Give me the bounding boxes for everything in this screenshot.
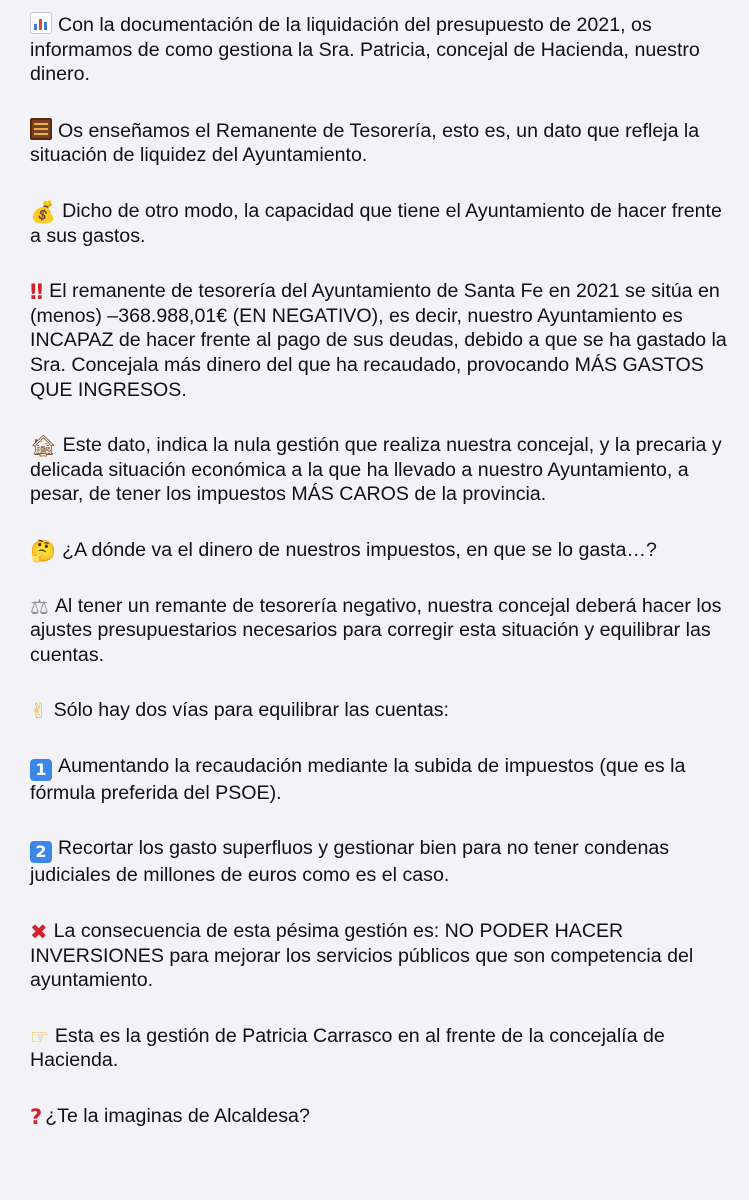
paragraph-remanente xyxy=(30,118,735,168)
derelict-house-icon: 🏚 xyxy=(30,434,57,459)
paragraph-text: ¿Te la imaginas de Alcaldesa? xyxy=(45,1105,310,1128)
paragraph-text: Aumentando la recaudación mediante la subida de impuestos (que es la fórmula preferida del PSOE). xyxy=(30,754,686,804)
paragraph-text: Al tener un remante de tesorería negativo, nuestra concejal deberá hacer los ajustes presupuestarios necesarios para corregir esta situación y equilibrar las cuentas. xyxy=(30,594,722,666)
paragraph-ajustes xyxy=(30,594,735,668)
paragraph-text: Con la documentación de la liquidación del presupuesto de 2021, os informamos de como gestiona la Sra. Patricia, concejal de Hacienda, nuestro dinero. xyxy=(30,14,700,86)
paragraph-text: Recortar los gasto superfluos y gestionar bien para no tener condenas judiciales de millones de euros como es el caso. xyxy=(30,837,670,887)
bar-chart-icon xyxy=(30,12,52,34)
paragraph-pregunta xyxy=(30,538,735,563)
paragraph-text: La consecuencia de esta pésima gestión es: NO PODER HACER INVERSIONES para mejorar los servicios públicos que son competencia del ayuntamiento. xyxy=(30,920,694,992)
paragraph-text: El remanente de tesorería del Ayuntamiento de Santa Fe en 2021 se sitúa en (menos) –368.988,01€ (EN NEGATIVO), es decir, nuestro Ayuntamiento es INCAPAZ de hacer frente al pago de sus deudas, debido a que se ha gastado la Sra. Concejala más dinero del que ha recaudado, provocando MÁS GASTOS QUE INGRESOS. xyxy=(30,280,727,401)
pointing-right-icon: ☞ xyxy=(30,1024,49,1049)
paragraph-text: Sólo hay dos vías para equilibrar las cuentas: xyxy=(53,699,449,722)
paragraph-consecuencia xyxy=(30,919,735,993)
keycap-one-icon: 1 xyxy=(30,759,52,781)
thinking-face-icon: 🤔 xyxy=(30,538,57,563)
cross-mark-icon: ✖ xyxy=(30,920,48,945)
red-question-icon: ? xyxy=(30,1105,43,1130)
money-bag-icon: 💰 xyxy=(30,199,57,224)
paragraph-intro xyxy=(30,12,735,87)
paragraph-via-uno xyxy=(30,754,735,806)
paragraph-conclusion xyxy=(30,1024,735,1073)
paragraph-capacidad xyxy=(30,199,735,248)
keycap-two-icon: 2 xyxy=(30,841,52,863)
paragraph-final-question xyxy=(30,1104,735,1129)
paragraph-text: Esta es la gestión de Patricia Carrasco en al frente de la concejalía de Hacienda. xyxy=(30,1024,665,1072)
paragraph-negativo xyxy=(30,279,735,402)
victory-hand-icon: ✌ xyxy=(30,699,48,724)
paragraph-gestion xyxy=(30,433,735,507)
paragraph-text: Dicho de otro modo, la capacidad que tiene el Ayuntamiento de hacer frente a sus gastos. xyxy=(30,199,722,247)
paragraph-text: ¿A dónde va el dinero de nuestros impuestos, en que se lo gasta…? xyxy=(62,538,657,561)
balance-scale-icon: ⚖ xyxy=(30,594,49,619)
double-exclamation-icon: ‼ xyxy=(30,280,44,305)
paragraph-vias xyxy=(30,698,735,723)
paragraph-via-dos xyxy=(30,836,735,888)
paragraph-text: Os enseñamos el Remanente de Tesorería, esto es, un dato que refleja la situación de liquidez del Ayuntamiento. xyxy=(30,119,700,167)
paragraph-text: Este dato, indica la nula gestión que realiza nuestra concejal, y la precaria y delicada situación económica a la que ha llevado a nuestro Ayuntamiento, a pesar, de tener los impuestos MÁS CAROS de la provincia. xyxy=(30,434,722,506)
abacus-icon xyxy=(30,118,52,140)
